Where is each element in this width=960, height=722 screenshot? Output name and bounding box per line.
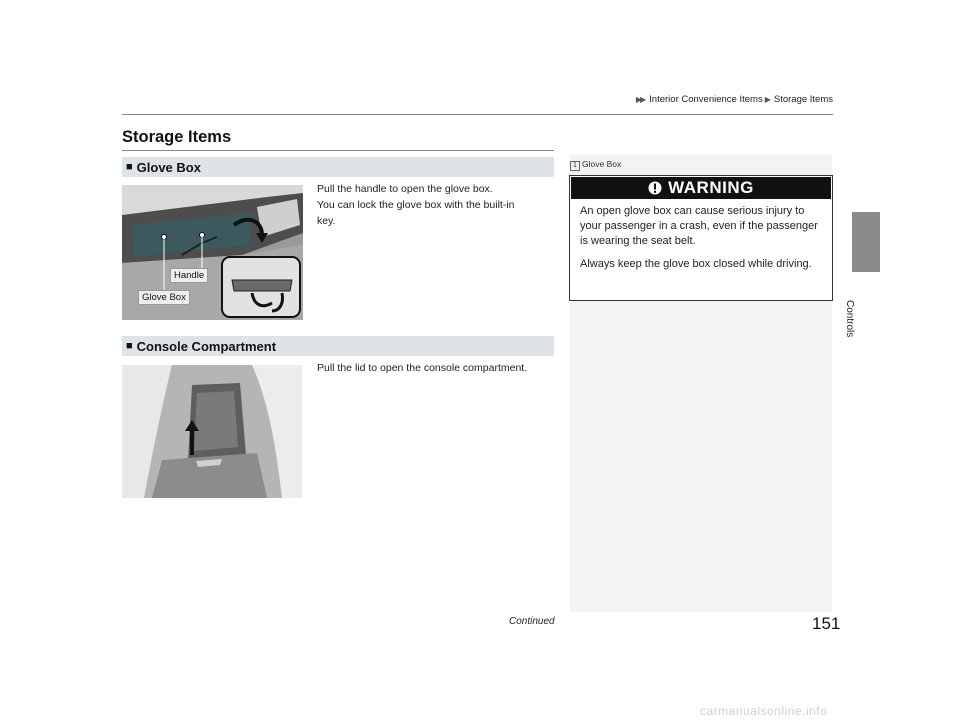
page-number: 151 xyxy=(812,614,841,633)
square-bullet-icon: ■ xyxy=(126,161,133,173)
note-heading xyxy=(570,159,621,171)
glove-box-illustration xyxy=(122,185,303,320)
console-instructions: Pull the lid to open the console compartment. xyxy=(317,362,528,374)
breadcrumb-arrow-icon: ▶▶ xyxy=(635,95,645,104)
warning-box xyxy=(569,175,833,301)
square-bullet-icon: ■ xyxy=(126,340,133,352)
warning-icon xyxy=(648,181,662,195)
callout-handle: Handle xyxy=(170,268,208,283)
section-heading-glove-box xyxy=(122,157,554,177)
warning-paragraph: An open glove box can cause serious injury to your passenger in a crash, even if the passenger is wearing the seat belt. xyxy=(580,205,818,247)
section-heading-console xyxy=(122,336,554,356)
title-divider xyxy=(122,150,554,151)
warning-body xyxy=(570,200,832,272)
warning-header xyxy=(571,177,831,199)
callout-glove-box: Glove Box xyxy=(138,290,190,305)
breadcrumb xyxy=(636,94,833,105)
chapter-tab-label: Controls xyxy=(844,300,855,338)
section-heading-text: Glove Box xyxy=(136,159,201,175)
continued-label: Continued xyxy=(509,616,555,627)
page-title: Storage Items xyxy=(122,128,232,146)
note-title: Glove Box xyxy=(582,159,622,169)
watermark: carmanualsonline.info xyxy=(700,704,828,718)
text-line: Pull the handle to open the glove box. xyxy=(317,183,493,195)
breadcrumb-arrow-icon: ▶ xyxy=(764,95,769,104)
console-compartment-illustration xyxy=(122,365,302,498)
header-divider xyxy=(122,114,833,115)
console-drawing xyxy=(122,365,302,498)
chapter-tab[interactable] xyxy=(852,212,880,272)
text-line: key. xyxy=(317,215,336,227)
glove-box-instructions xyxy=(317,181,552,229)
note-ref-badge: 1 xyxy=(570,161,580,171)
text-line: You can lock the glove box with the built-in xyxy=(317,199,515,211)
warning-title: WARNING xyxy=(668,178,754,197)
warning-paragraph: Always keep the glove box closed while driving. xyxy=(580,258,812,270)
breadcrumb-item[interactable]: Storage Items xyxy=(773,94,833,105)
breadcrumb-item[interactable]: Interior Convenience Items xyxy=(649,94,763,105)
section-heading-text: Console Compartment xyxy=(136,338,277,354)
